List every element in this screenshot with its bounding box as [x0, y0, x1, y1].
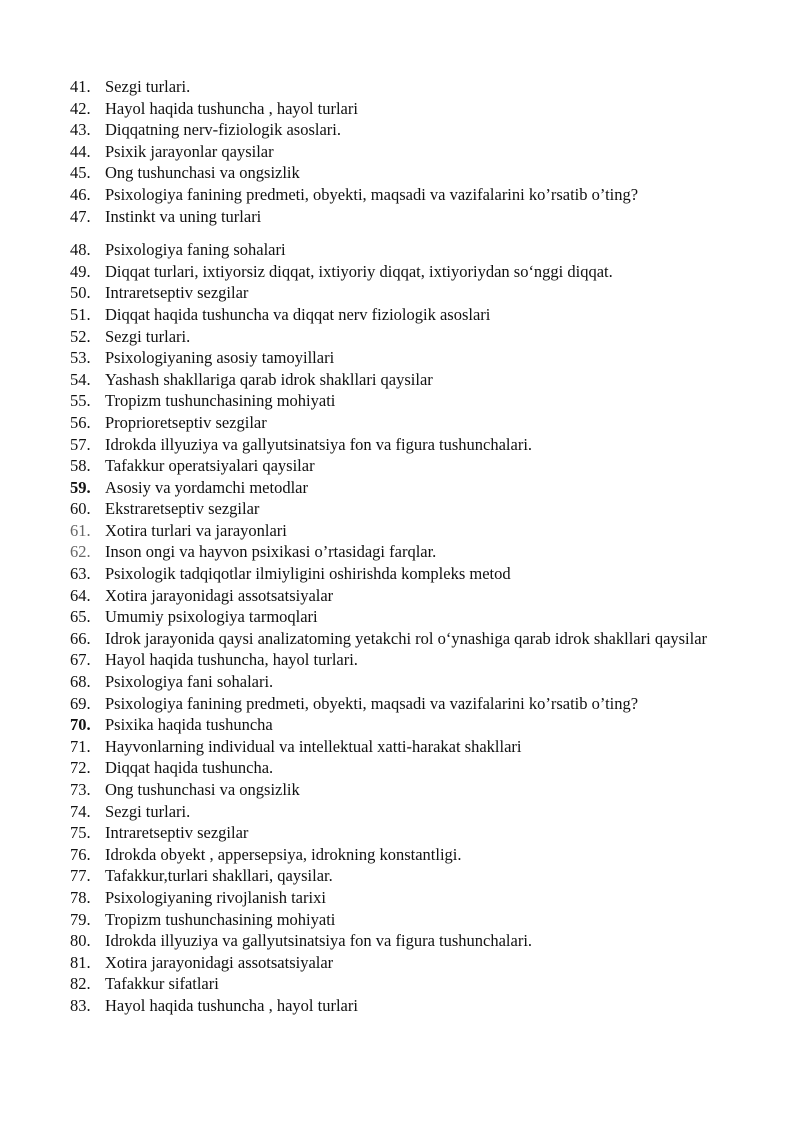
list-item — [70, 98, 750, 120]
list-item — [70, 606, 750, 628]
item-text: Hayvonlarning individual va intellektual xatti-harakat shakllari — [105, 736, 522, 756]
list-item — [70, 585, 750, 607]
item-text: Psixologiya fani sohalari. — [105, 672, 274, 692]
item-number: 46. — [70, 184, 91, 204]
item-text: Psixologiya fanining predmeti, obyekti, maqsadi va vazifalarini ko’rsatib o’ting? — [105, 693, 639, 713]
item-text: Psixologiya faning sohalari — [105, 240, 286, 260]
item-text: Tafakkur sifatlari — [105, 974, 219, 994]
list-item — [70, 736, 750, 758]
list-item — [70, 390, 750, 412]
item-number: 44. — [70, 141, 91, 161]
item-text: Ekstraretseptiv sezgilar — [105, 499, 260, 519]
item-number: 51. — [70, 304, 91, 324]
item-number: 63. — [70, 564, 91, 584]
list-item — [70, 714, 750, 736]
item-number: 74. — [70, 801, 91, 821]
item-text: Tropizm tushunchasining mohiyati — [105, 391, 336, 411]
item-text: Diqqatning nerv-fiziologik asoslari. — [105, 120, 341, 140]
item-text: Diqqat haqida tushuncha. — [105, 758, 274, 778]
item-text: Sezgi turlari. — [105, 801, 191, 821]
item-number: 81. — [70, 952, 91, 972]
item-text: Tafakkur operatsiyalari qaysilar — [105, 456, 315, 476]
list-item — [70, 952, 750, 974]
list-item — [70, 844, 750, 866]
item-number: 55. — [70, 391, 91, 411]
item-text: Yashash shakllariga qarab idrok shakllari qaysilar — [105, 369, 433, 389]
item-text: Sezgi turlari. — [105, 77, 191, 96]
item-number: 42. — [70, 98, 91, 118]
item-number: 71. — [70, 736, 91, 756]
item-number: 72. — [70, 758, 91, 778]
list-item — [70, 628, 750, 650]
item-number: 64. — [70, 585, 91, 605]
list-item — [70, 649, 750, 671]
list-item — [70, 261, 750, 283]
item-text: Sezgi turlari. — [105, 326, 191, 346]
list-item — [70, 369, 750, 391]
item-text: Diqqat haqida tushuncha va diqqat nerv fiziologik asoslari — [105, 304, 491, 324]
item-text: Psixologiya fanining predmeti, obyekti, maqsadi va vazifalarini ko’rsatib o’ting? — [105, 184, 639, 204]
item-number: 75. — [70, 823, 91, 843]
item-text: Intraretseptiv sezgilar — [105, 823, 249, 843]
item-text: Psixologiyaning rivojlanish tarixi — [105, 887, 326, 907]
list-item — [70, 76, 750, 98]
item-number: 79. — [70, 909, 91, 929]
item-number: 76. — [70, 844, 91, 864]
list-item — [70, 801, 750, 823]
item-number: 52. — [70, 326, 91, 346]
item-number: 67. — [70, 650, 91, 670]
item-text: Psixologik tadqiqotlar ilmiyligini oshirishda kompleks metod — [105, 564, 511, 584]
item-text: Psixologiyaning asosiy tamoyillari — [105, 348, 335, 368]
item-number: 50. — [70, 283, 91, 303]
list-item — [70, 304, 750, 326]
list-item — [70, 282, 750, 304]
list-item — [70, 412, 750, 434]
item-number: 47. — [70, 206, 91, 226]
list-item — [70, 141, 750, 163]
item-text: Intraretseptiv sezgilar — [105, 283, 249, 303]
list-item — [70, 184, 750, 206]
item-text: Idrokda illyuziya va gallyutsinatsiya fon va figura tushunchalari. — [105, 434, 533, 454]
item-number: 65. — [70, 607, 91, 627]
item-text: Idrokda illyuziya va gallyutsinatsiya fon va figura tushunchalari. — [105, 931, 533, 951]
item-text: Proprioretseptiv sezgilar — [105, 412, 267, 432]
list-item — [70, 822, 750, 844]
item-number: 66. — [70, 628, 91, 648]
item-text: Xotira jarayonidagi assotsatsiyalar — [105, 952, 334, 972]
item-number: 58. — [70, 456, 91, 476]
item-text: Psixika haqida tushuncha — [105, 715, 273, 735]
item-text: Inson ongi va hayvon psixikasi o’rtasidagi farqlar. — [105, 542, 437, 562]
item-number: 49. — [70, 261, 91, 281]
item-number: 53. — [70, 348, 91, 368]
item-text: Psixik jarayonlar qaysilar — [105, 141, 274, 161]
list-item — [70, 498, 750, 520]
item-number: 60. — [70, 499, 91, 519]
list-item — [70, 909, 750, 931]
list-item — [70, 455, 750, 477]
list-item — [70, 865, 750, 887]
item-number: 73. — [70, 780, 91, 799]
item-number: 69. — [70, 693, 91, 713]
item-text: Diqqat turlari, ixtiyorsiz diqqat, ixtiyoriy diqqat, ixtiyoriydan so‘nggi diqqat. — [105, 261, 613, 281]
item-text: Tropizm tushunchasining mohiyati — [105, 909, 336, 929]
list-item — [70, 563, 750, 585]
list-item — [70, 326, 750, 348]
item-text: Hayol haqida tushuncha, hayol turlari. — [105, 650, 358, 670]
list-item — [70, 973, 750, 995]
list-item — [70, 347, 750, 369]
list-item — [70, 541, 750, 563]
list-item — [70, 693, 750, 715]
list-item — [70, 671, 750, 693]
list-item — [70, 995, 750, 1017]
item-text: Ong tushunchasi va ongsizlik — [105, 163, 300, 183]
item-number: 62. — [70, 542, 91, 562]
item-text: Ong tushunchasi va ongsizlik — [105, 780, 300, 799]
item-text: Tafakkur,turlari shakllari, qaysilar. — [105, 866, 333, 886]
item-number: 70. — [70, 715, 91, 735]
item-number: 41. — [70, 77, 91, 96]
list-item — [70, 434, 750, 456]
item-number: 77. — [70, 866, 91, 886]
list-item — [70, 119, 750, 141]
item-number: 57. — [70, 434, 91, 454]
list-item — [70, 477, 750, 499]
item-text: Idrokda obyekt , appersepsiya, idrokning konstantligi. — [105, 844, 462, 864]
list-item — [70, 239, 750, 261]
item-text: Hayol haqida tushuncha , hayol turlari — [105, 98, 358, 118]
list-item — [70, 779, 750, 801]
item-text: Hayol haqida tushuncha , hayol turlari — [105, 995, 358, 1015]
list-item — [70, 162, 750, 184]
item-number: 78. — [70, 887, 91, 907]
item-text: Xotira turlari va jarayonlari — [105, 520, 287, 540]
item-number: 45. — [70, 163, 91, 183]
item-number: 43. — [70, 120, 91, 140]
item-text: Idrok jarayonida qaysi analizatoming yetakchi rol o‘ynashiga qarab idrok shakllari qaysilar — [105, 628, 708, 648]
item-number: 83. — [70, 995, 91, 1015]
item-number: 61. — [70, 520, 91, 540]
item-number: 68. — [70, 672, 91, 692]
list-item — [70, 520, 750, 542]
item-number: 82. — [70, 974, 91, 994]
list-item — [70, 887, 750, 909]
item-text: Asosiy va yordamchi metodlar — [105, 477, 308, 497]
item-number: 59. — [70, 477, 91, 497]
item-number: 56. — [70, 412, 91, 432]
question-list — [70, 76, 750, 1017]
item-number: 80. — [70, 931, 91, 951]
item-text: Xotira jarayonidagi assotsatsiyalar — [105, 585, 334, 605]
item-number: 54. — [70, 369, 91, 389]
list-item — [70, 206, 750, 228]
item-text: Umumiy psixologiya tarmoqlari — [105, 607, 318, 627]
list-item — [70, 930, 750, 952]
item-text: Instinkt va uning turlari — [105, 206, 262, 226]
list-item — [70, 757, 750, 779]
item-number: 48. — [70, 240, 91, 260]
